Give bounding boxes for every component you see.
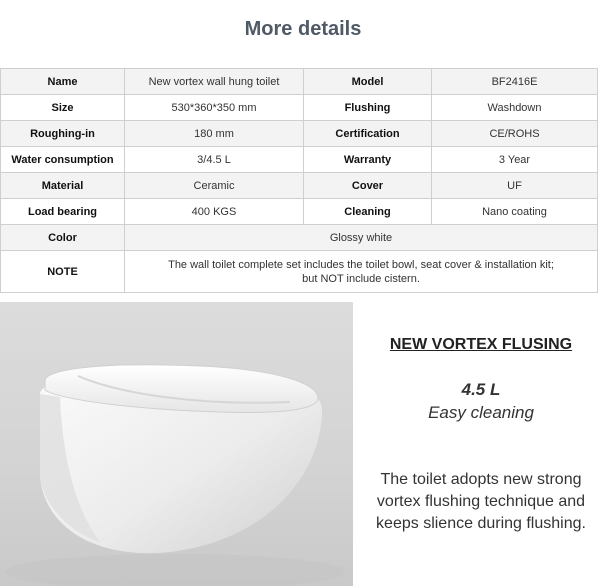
spec-label: Flushing [304, 95, 432, 121]
table-row [1, 69, 598, 95]
spec-label: Cleaning [304, 199, 432, 225]
spec-value: 400 KGS [125, 199, 304, 225]
spec-value: UF [432, 173, 598, 199]
toilet-illustration [0, 302, 353, 586]
page-title: More details [244, 18, 362, 40]
spec-value: 180 mm [125, 121, 304, 147]
spec-value: 3 Year [432, 147, 598, 173]
feature-title: NEW VORTEX FLUSING [389, 336, 573, 353]
feature-subtitle: Easy cleaning [428, 403, 534, 422]
table-row [1, 173, 598, 199]
table-row [1, 121, 598, 147]
spec-label: Roughing-in [1, 121, 125, 147]
spec-label: Size [1, 95, 125, 121]
note-label: NOTE [1, 251, 125, 293]
spec-value: Washdown [432, 95, 598, 121]
spec-value: New vortex wall hung toilet [125, 69, 304, 95]
spec-label: Model [304, 69, 432, 95]
specs-table [0, 68, 598, 293]
color-value: Glossy white [125, 225, 598, 251]
spec-label: Certification [304, 121, 432, 147]
spec-value: Nano coating [432, 199, 598, 225]
spec-label: Water consumption [1, 147, 125, 173]
spec-label: Load bearing [1, 199, 125, 225]
spec-label: Name [1, 69, 125, 95]
table-row [1, 225, 598, 251]
note-line-1: The wall toilet complete set includes the toilet bowl, seat cover & installation kit; [168, 258, 554, 271]
spec-label: Warranty [304, 147, 432, 173]
note-line-2: but NOT include cistern. [302, 272, 420, 285]
spec-value: Ceramic [125, 173, 304, 199]
note-text [125, 251, 598, 293]
note-row [1, 251, 598, 293]
spec-value: BF2416E [432, 69, 598, 95]
spec-value: 530*360*350 mm [125, 95, 304, 121]
table-row [1, 147, 598, 173]
spec-value: CE/ROHS [432, 121, 598, 147]
product-image [0, 302, 353, 586]
feature-description: The toilet adopts new strong vortex flushing technique and keeps slience during flushing. [376, 471, 586, 532]
flush-volume: 4.5 L [461, 380, 501, 399]
spec-label: Material [1, 173, 125, 199]
table-row [1, 95, 598, 121]
table-row [1, 199, 598, 225]
spec-label: Cover [304, 173, 432, 199]
spec-value: 3/4.5 L [125, 147, 304, 173]
color-label: Color [1, 225, 125, 251]
